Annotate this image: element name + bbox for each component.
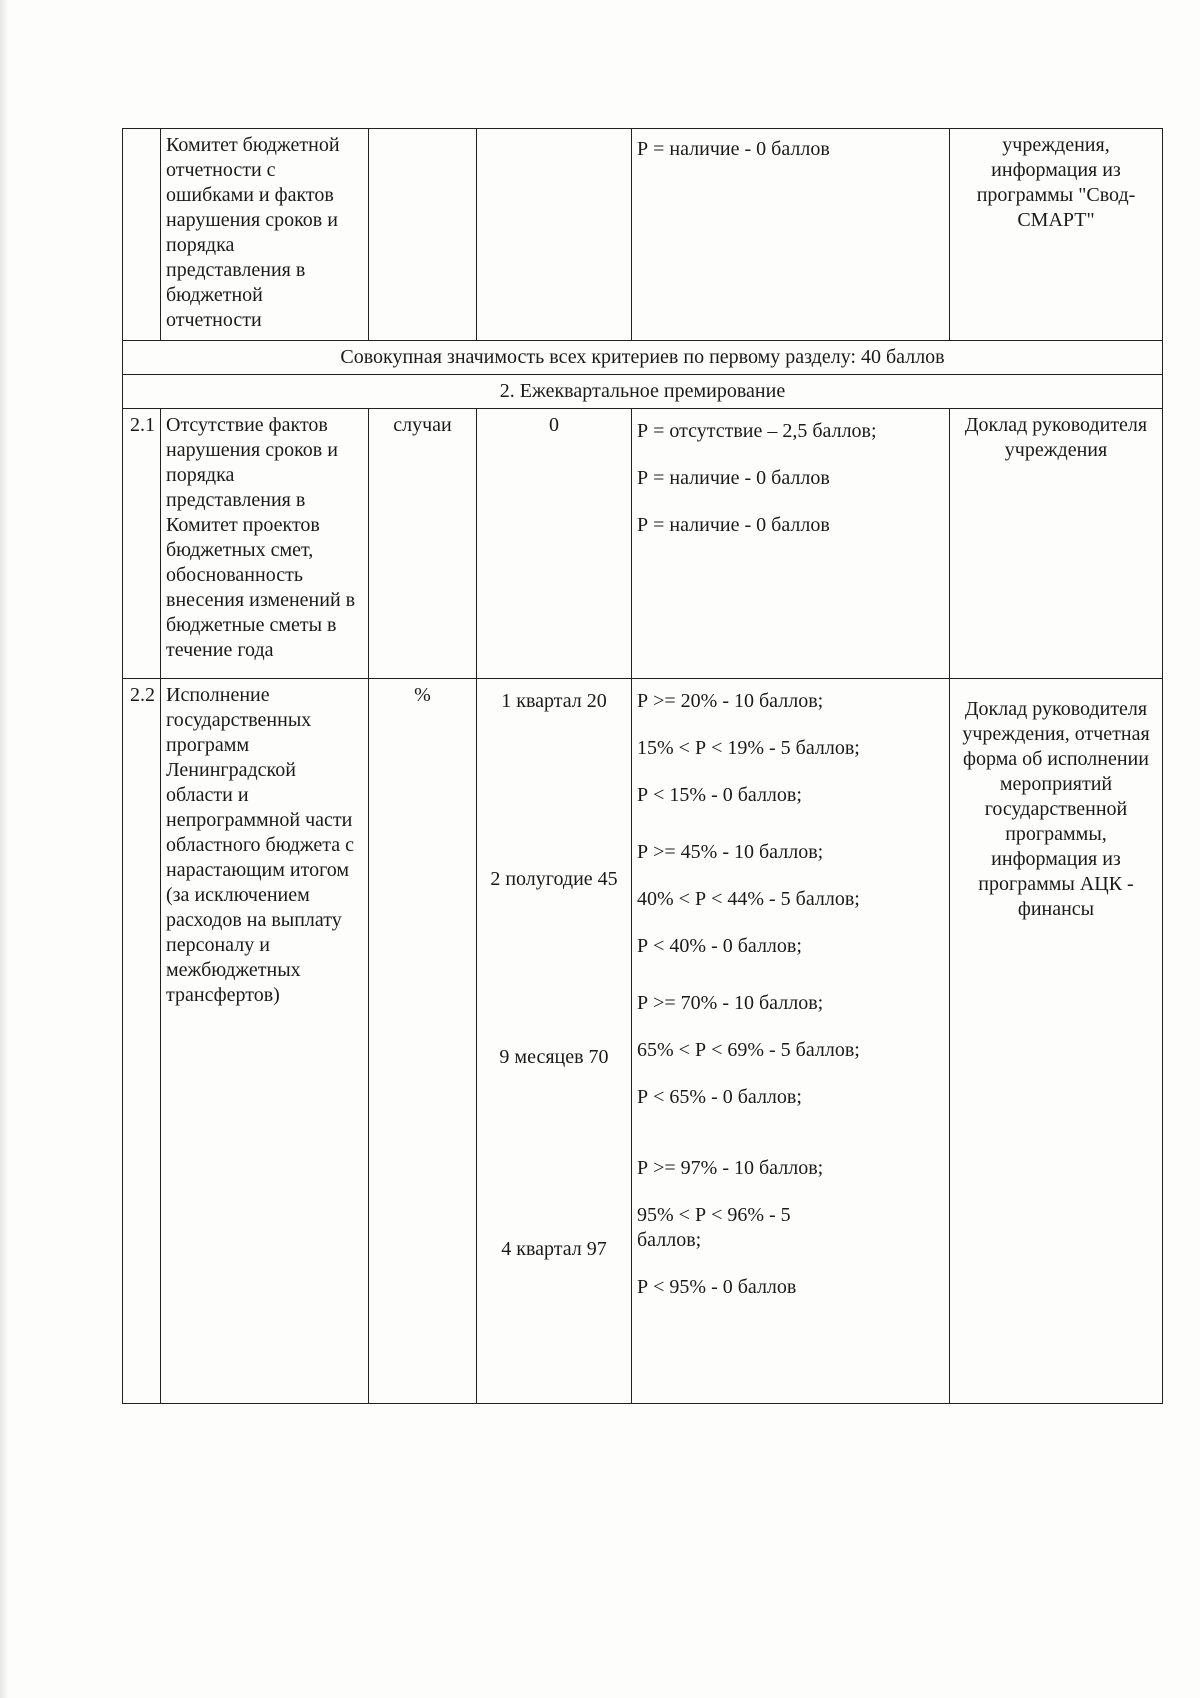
scan-edge — [0, 0, 8, 1698]
formula-cell — [632, 679, 950, 1404]
formula-line: Р >= 97% - 10 баллов; — [637, 1157, 824, 1179]
criterion-cell: Комитет бюджетной отчетности с ошибками и фактов нарушения сроков и порядка представления в бюджетной отчетности — [161, 129, 369, 341]
formula-line: 95% < Р < 96% - 5 баллов; — [637, 1204, 791, 1251]
formula-group — [637, 1142, 944, 1300]
table-row — [123, 341, 1163, 375]
source-cell: учреждения, информация из программы "Свод-СМАРТ" — [950, 129, 1163, 341]
formula-line: Р = наличие - 0 баллов — [637, 138, 830, 160]
target-cell — [477, 129, 632, 341]
formula-line: 15% < Р < 19% - 5 баллов; — [637, 737, 860, 759]
section2-title: 2. Ежеквартальное премирование — [123, 375, 1163, 409]
source-cell: Доклад руководителя учреждения, отчетная форма об исполнении мероприятий государственной программы, информация из программы АЦК - финансы — [950, 679, 1163, 1404]
formula-line: Р < 95% - 0 баллов — [637, 1276, 797, 1298]
target-cell — [477, 679, 632, 1404]
target-period: 2 полугодие 45 — [490, 868, 618, 890]
unit-cell: % — [369, 679, 477, 1404]
table-row — [123, 679, 1163, 1404]
formula-line: Р = наличие - 0 баллов — [637, 467, 830, 489]
source-cell: Доклад руководителя учреждения — [950, 409, 1163, 679]
formula-line: Р >= 70% - 10 баллов; — [637, 992, 824, 1014]
formula-line: Р < 15% - 0 баллов; — [637, 784, 802, 806]
row-number-cell: 2.2 — [123, 679, 161, 1404]
formula-group — [637, 991, 944, 1110]
unit-cell — [369, 129, 477, 341]
criterion-cell: Исполнение государственных программ Ленинградской области и непрограммной части областного бюджета с нарастающим итогом (за исключением расходов на выплату персоналу и межбюджетных трансфертов) — [161, 679, 369, 1404]
document-sheet — [122, 128, 1162, 1404]
unit-cell: случаи — [369, 409, 477, 679]
formula-line: 40% < Р < 44% - 5 баллов; — [637, 888, 860, 910]
target-period: 9 месяцев 70 — [499, 1046, 609, 1068]
table-row — [123, 375, 1163, 409]
section1-total: Совокупная значимость всех критериев по первому разделу: 40 баллов — [123, 341, 1163, 375]
formula-group — [637, 840, 944, 959]
formula-group — [637, 683, 944, 808]
formula-line: Р = наличие - 0 баллов — [637, 514, 830, 536]
criterion-cell: Отсутствие фактов нарушения сроков и порядка представления в Комитет проектов бюджетных смет, обоснованность внесения изменений в бюджетные сметы в течение года — [161, 409, 369, 679]
row-number-cell — [123, 129, 161, 341]
target-period: 1 квартал 20 — [501, 690, 607, 712]
formula-cell — [632, 129, 950, 341]
formula-line: Р >= 45% - 10 баллов; — [637, 841, 824, 863]
formula-line: 65% < Р < 69% - 5 баллов; — [637, 1039, 860, 1061]
formula-line: Р >= 20% - 10 баллов; — [637, 690, 824, 712]
formula-line: Р < 65% - 0 баллов; — [637, 1086, 802, 1108]
formula-cell — [632, 409, 950, 679]
criteria-table — [122, 128, 1163, 1404]
row-number-cell: 2.1 — [123, 409, 161, 679]
table-row — [123, 129, 1163, 341]
formula-line: Р < 40% - 0 баллов; — [637, 935, 802, 957]
target-cell: 0 — [477, 409, 632, 679]
formula-line: Р = отсутствие – 2,5 баллов; — [637, 420, 877, 442]
target-period: 4 квартал 97 — [501, 1238, 607, 1260]
table-row — [123, 409, 1163, 679]
